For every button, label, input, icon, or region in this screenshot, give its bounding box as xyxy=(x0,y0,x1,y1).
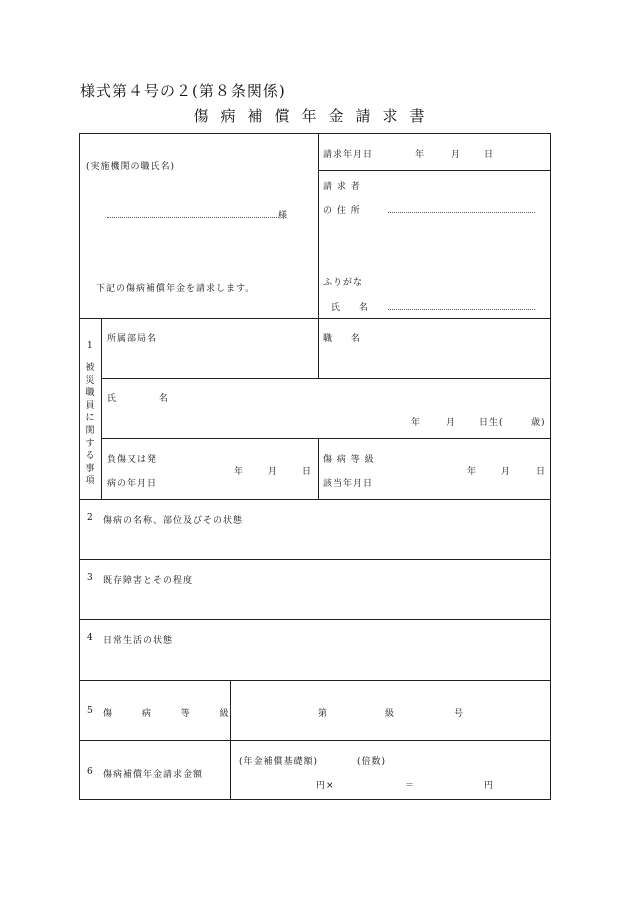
name-row-line xyxy=(101,378,551,379)
grade-date-label-1: 傷 病 等 級 xyxy=(323,455,375,465)
date-year: 年 xyxy=(415,150,426,160)
address-label: の 住 所 xyxy=(323,206,361,216)
injury-month: 月 xyxy=(268,467,279,477)
claimant-name-label: 氏 名 xyxy=(331,303,369,313)
section3-label: 既存障害とその程度 xyxy=(103,576,194,586)
grade-dai: 第 xyxy=(318,709,329,719)
dept-post-divider xyxy=(318,318,319,378)
post-label: 職 名 xyxy=(323,334,361,344)
section1-number: 1 xyxy=(87,341,94,351)
form-title: 傷病補償年金請求書 xyxy=(193,107,437,125)
claimant-label: 請 求 者 xyxy=(323,182,361,192)
sama-label: 様 xyxy=(278,211,289,221)
top-divider xyxy=(318,133,319,318)
form-frame xyxy=(79,133,551,800)
address-line[interactable] xyxy=(388,212,535,213)
injury-year: 年 xyxy=(234,467,245,477)
birth-month: 月 xyxy=(446,418,457,428)
section5-number: 5 xyxy=(87,706,94,716)
section1-top-line xyxy=(79,318,551,319)
yen-times: 円× xyxy=(316,781,335,791)
injury-day: 日 xyxy=(302,467,313,477)
date-month: 月 xyxy=(451,150,462,160)
grade-year: 年 xyxy=(467,467,478,477)
date-grade-row-line xyxy=(101,438,551,439)
victim-name-label: 氏 名 xyxy=(107,394,169,404)
grade-day: 日 xyxy=(536,467,547,477)
section2-number: 2 xyxy=(87,513,94,523)
grade-kyu: 級 xyxy=(385,709,396,719)
org-name-line[interactable] xyxy=(107,217,279,218)
section6-label: 傷病補償年金請求金額 xyxy=(103,770,204,780)
section1-vertical-label: 被災職員に関する事項 xyxy=(85,363,95,487)
equals-sign: ＝ xyxy=(405,781,416,791)
injury-date-label-1: 負傷又は発 xyxy=(107,455,158,465)
section2-label: 傷病の名称、部位及びその状態 xyxy=(103,516,244,526)
section5-top-line xyxy=(79,680,551,681)
section2-top-line xyxy=(79,499,551,500)
injury-date-label-2: 病の年月日 xyxy=(107,479,158,489)
date-day: 日 xyxy=(484,150,495,160)
section4-number: 4 xyxy=(87,633,94,643)
grade-go: 号 xyxy=(454,709,465,719)
section3-top-line xyxy=(79,559,551,560)
yen-label: 円 xyxy=(484,781,495,791)
grade-date-label-2: 該当年月日 xyxy=(323,479,374,489)
request-text: 下記の傷病補償年金を請求します。 xyxy=(96,284,256,294)
injury-grade-divider xyxy=(318,438,319,499)
form-reference: 様式第４号の２(第８条関係) xyxy=(80,82,286,100)
age-label: 歳) xyxy=(531,418,546,428)
base-amount-label: (年金補償基礎額) xyxy=(239,757,319,767)
section6-top-line xyxy=(79,740,551,741)
furigana-label: ふりがな xyxy=(323,278,364,288)
birth-year: 年 xyxy=(411,418,422,428)
section4-label: 日常生活の状態 xyxy=(103,636,174,646)
date-row-line xyxy=(318,170,551,171)
claimant-name-line[interactable] xyxy=(388,309,535,310)
birth-day: 日生( xyxy=(479,418,504,428)
section5-label: 傷 病 等 級 xyxy=(103,709,230,719)
grade-month: 月 xyxy=(501,467,512,477)
section1-label-divider xyxy=(101,318,102,499)
section4-top-line xyxy=(79,619,551,620)
multiplier-label: (倍数) xyxy=(357,757,387,767)
org-label: (実施機関の職氏名) xyxy=(86,162,176,172)
section3-number: 3 xyxy=(87,573,94,583)
date-label: 請求年月日 xyxy=(323,150,374,160)
section6-number: 6 xyxy=(87,767,94,777)
dept-label: 所属部局名 xyxy=(107,334,158,344)
